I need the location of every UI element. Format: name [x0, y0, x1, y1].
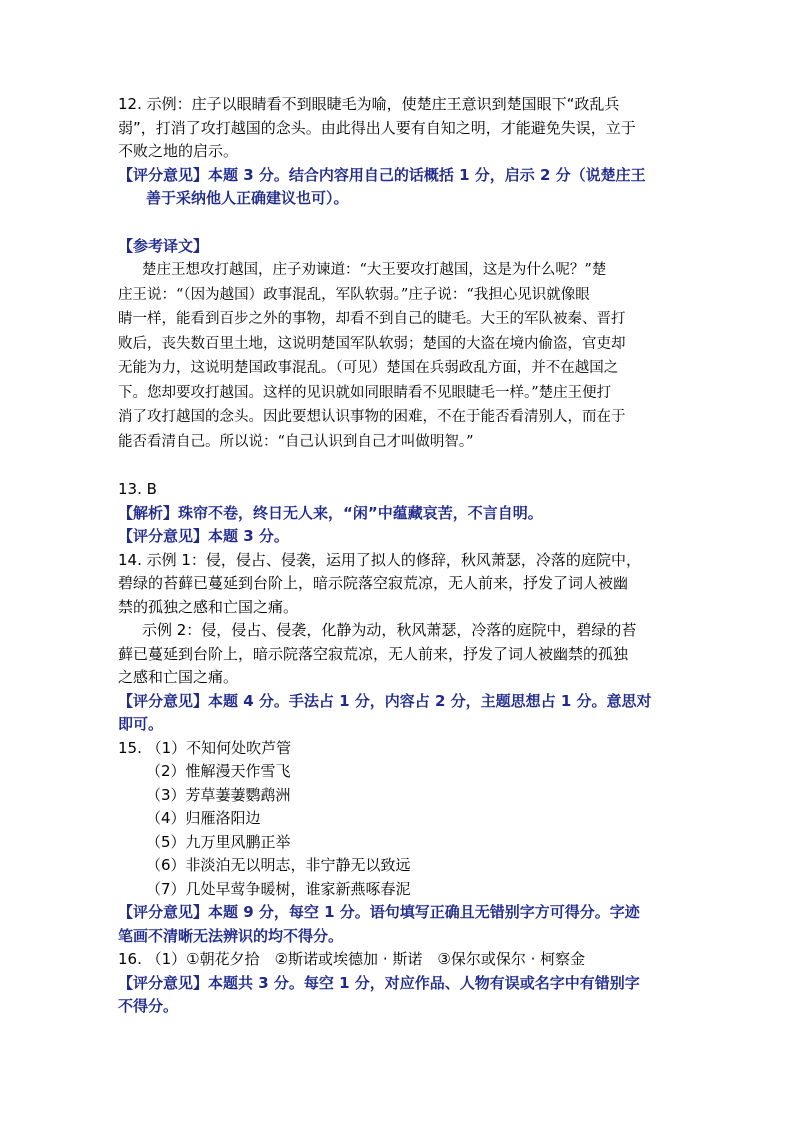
q16-grading-note — [118, 972, 678, 1019]
translation-line-5: 无能为力，这说明楚国政事混乱。（可见）楚国在兵弱政乱方面，并不在越国之 — [118, 360, 619, 376]
q16-answer-line: 16. （1）①朝花夕拾 ②斯诺或埃德加 · 斯诺 ③保尔或保尔 · 柯察金 — [118, 950, 586, 968]
q12-grading-note — [118, 164, 678, 211]
q12-grade-line-1: 【评分意见】本题 3 分。结合内容用自己的话概括 1 分，启示 2 分（说楚庄王 — [118, 165, 646, 184]
q15-item-3: （3）芳草萋萋鹦鹉洲 — [146, 785, 291, 804]
translation-line-2: 庄王说：“（因为越国）政事混乱，军队软弱。”庄子说：“我担心见识就像眼 — [118, 286, 590, 303]
q14-answer — [118, 549, 678, 690]
q15-answer — [118, 737, 678, 902]
q15-grade-line-1: 【评分意见】本题 9 分，每空 1 分。语句填写正确且无错别字方可得分。字迹 — [118, 903, 640, 921]
q13-analysis: 【解析】珠帘不卷，终日无人来，“闲”中蕴藏哀苦，不言自明。 — [118, 503, 543, 522]
q15-grade-line-2: 笔画不清晰无法辨识的均不得分。 — [118, 926, 344, 945]
q14-ex2-line-3: 之感和亡国之痛。 — [118, 668, 239, 686]
q15-item-6: （6）非淡泊无以明志，非宁静无以致远 — [146, 856, 411, 874]
translation-line-3: 睛一样，能看到百步之外的事物，却看不到自己的睫毛。大王的军队被秦、晋打 — [118, 311, 626, 327]
q14-ex2-line-1: 示例 2：侵，侵占、侵袭，化静为动，秋风萧瑟，冷落的庭院中，碧绿的苔 — [142, 621, 637, 639]
answer-key-content — [118, 93, 678, 1019]
q13-answer-line: 13. B — [118, 480, 157, 498]
q12-line-3: 不败之地的启示。 — [118, 142, 239, 160]
q15-item-1: 15. （1）不知何处吹芦管 — [118, 738, 292, 757]
q12-line-1: 12. 示例：庄子以眼睛看不到眼睫毛为喻，使楚庄王意识到楚国眼下“政乱兵 — [118, 95, 620, 113]
reference-translation — [118, 235, 678, 455]
q12-answer — [118, 93, 678, 164]
translation-line-6: 下。您却要攻打越国。这样的见识就如同眼睛看不见眼睫毛一样。”楚庄王便打 — [118, 384, 612, 401]
q14-ex1-line-3: 禁的孤独之感和亡国之痛。 — [118, 597, 299, 616]
q14-ex1-line-2: 碧绿的苔藓已蔓延到台阶上，暗示院落空寂荒凉，无人前来，抒发了词人被幽 — [118, 574, 629, 592]
q14-grading-note — [118, 690, 678, 737]
translation-line-8: 能否看清自己。所以说：“自己认识到自己才叫做明智。” — [118, 433, 474, 450]
translation-line-4: 败后，丧失数百里土地，这说明楚国军队软弱；楚国的大盗在境内偷盗，官吏却 — [118, 335, 626, 352]
q13-answer — [118, 478, 678, 549]
translation-line-1: 楚庄王想攻打越国，庄子劝谏道：“大王要攻打越国，这是为什么呢？”楚 — [142, 262, 607, 278]
q14-ex1-line-1: 14. 示例 1：侵，侵占、侵袭，运用了拟人的修辞，秋风萧瑟，冷落的庭院中， — [118, 550, 641, 569]
q15-item-5: （5）九万里风鹏正举 — [146, 832, 291, 851]
q15-item-4: （4）归雁洛阳边 — [146, 809, 261, 827]
q14-grade-line-2: 即可。 — [118, 715, 164, 733]
q14-ex2-line-2: 藓已蔓延到台阶上，暗示院落空寂荒凉，无人前来，抒发了词人被幽禁的孤独 — [118, 644, 629, 663]
translation-heading: 【参考译文】 — [118, 236, 209, 255]
q16-answer — [118, 948, 678, 972]
translation-line-7: 消了攻打越国的念头。因此要想认识事物的困难，不在于能否看清别人，而在于 — [118, 409, 626, 425]
q16-grade-line-1: 【评分意见】本题共 3 分。每空 1 分，对应作品、人物有误或名字中有错别字 — [118, 973, 640, 992]
q15-item-2: （2）惟解漫天作雪飞 — [146, 762, 291, 780]
q15-item-7: （7）几处早莺争暖树，谁家新燕啄春泥 — [146, 879, 411, 898]
q12-line-2: 弱”，打消了攻打越国的念头。由此得出人要有自知之明，才能避免失误，立于 — [118, 118, 636, 137]
q14-grade-line-1: 【评分意见】本题 4 分。手法占 1 分，内容占 2 分，主题思想占 1 分。意思对 — [118, 691, 652, 710]
q15-grading-note — [118, 901, 678, 948]
q12-grade-line-2: 善于采纳他人正确建议也可）。 — [146, 189, 349, 207]
q16-grade-line-2: 不得分。 — [118, 997, 179, 1015]
q13-grading-note: 【评分意见】本题 3 分。 — [118, 527, 289, 545]
